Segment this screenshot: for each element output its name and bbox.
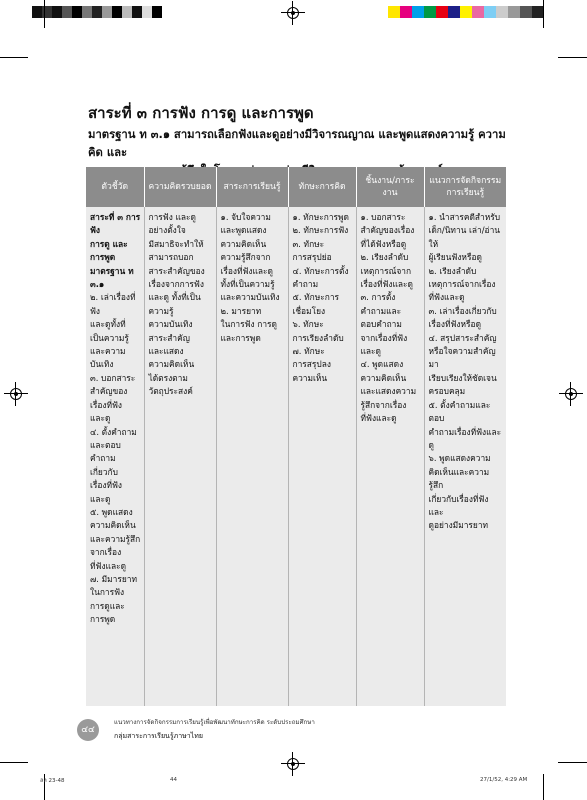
cell-line: เด็ก/นิทาน เล่า/อ่านให้ [428, 225, 501, 249]
cell-line: ๓. เล่าเรื่องเกี่ยวกับ [428, 305, 497, 316]
trim-mark [543, 0, 544, 28]
cell-line: ๒. เล่าเรื่องที่ฟัง [90, 292, 136, 316]
cell-line: คำถาม [90, 453, 116, 464]
cell-line: ที่ได้ฟังหรือดู [360, 238, 407, 249]
cell-line: สาระที่ ๓ การฟัง [90, 212, 141, 236]
grayscale-bar [32, 6, 162, 18]
cell-line: ความคิดเห็น [360, 372, 407, 383]
registration-mark-left [8, 386, 24, 402]
cell-line: ในการฟัง [90, 587, 125, 598]
cell-line: ทั้งที่เป็นความรู้ [220, 279, 275, 290]
cell-line: และดู [360, 346, 381, 357]
header-content: สาระการเรียนรู้ [216, 167, 288, 207]
standard-line-1: มาตรฐาน ท ๓.๑ สามารถเลือกฟังและดูอย่างมีวิจารณญาณ และพูดแสดงความรู้ ความคิด และ [88, 128, 506, 159]
table-row [86, 207, 506, 706]
cell-line: ดูอย่างมีมารยาท [428, 520, 489, 531]
cell-line: ความคิดเห็น [90, 520, 136, 531]
cell-line: ในการฟัง การดู [220, 319, 277, 330]
cell-line: ๒. ทักษะการฟัง [292, 225, 349, 236]
cell-line: บันเทิง [90, 359, 114, 370]
cell-line: ๗. ทักษะ [292, 346, 325, 357]
cell-line: ได้ตรงตาม [148, 372, 188, 383]
registration-mark-right [563, 386, 579, 402]
cell-line: เกี่ยวกับเรื่องที่ฟังและ [428, 493, 489, 517]
cell-line: และความบันเทิง [220, 292, 280, 303]
page-number: ๔๔ [77, 719, 99, 741]
cell-line: เรื่องที่ฟัง [90, 399, 123, 410]
registration-mark-bottom [285, 756, 301, 772]
cell-line: สาระสำคัญของ [148, 265, 205, 276]
cell-line: และความ [90, 346, 126, 357]
cell-task [356, 207, 424, 706]
cell-line: ๗. มีมารยาท [90, 573, 137, 584]
footer-book-title: แนวทางการจัดกิจกรรมการเรียนรู้เพื่อพัฒนาทักษะการคิด ระดับประถมศึกษา [114, 719, 315, 726]
cell-line: ๒. เรียงลำดับ [360, 252, 409, 263]
cell-line: และพูดแสดง [220, 225, 267, 236]
section-title: สาระที่ ๓ การฟัง การดู และการพูด [88, 104, 314, 122]
cell-line: การดู และ [90, 238, 128, 249]
cell-line: ๔. สรุปสาระสำคัญ [428, 332, 497, 343]
cell-line: เรื่องที่ฟังและดู [220, 265, 273, 276]
cell-line: ๑. ทักษะการพูด [292, 212, 349, 222]
cell-line: ๕. พูดแสดง [90, 506, 133, 517]
header-task: ชิ้นงาน/ภาระงาน [356, 167, 424, 207]
cell-line: เหตุการณ์จาก [360, 265, 412, 276]
cell-line: ครอบคลุม [428, 386, 466, 397]
cell-line: และแสดงความ [360, 386, 417, 397]
cell-line: ๖. ทักษะ [292, 319, 324, 330]
cell-line: ที่ฟังและดู [428, 292, 465, 303]
header-activity: แนวการจัดกิจกรรมการเรียนรู้ [424, 167, 506, 207]
cell-line: การพูด [90, 252, 116, 263]
header-concept: ความคิดรวบยอด [144, 167, 216, 207]
trim-mark [0, 762, 28, 763]
cell-line: มาตรฐาน ท ๓.๑ [90, 265, 134, 290]
cell-line: เชื่อมโยง [292, 305, 326, 316]
cell-line: ๓. ทักษะ [292, 238, 325, 249]
cell-line: และดู [90, 493, 111, 504]
cell-line: การสรุปย่อ [292, 252, 332, 263]
cell-line: และดู ทั้งที่เป็น [148, 292, 201, 303]
cell-line: เป็นความรู้ [90, 332, 129, 343]
cell-line: ๔. ตั้งคำถาม [90, 426, 137, 437]
cell-line: รู้สึกจากเรื่อง [360, 399, 407, 410]
cell-line: สาระสำคัญ [148, 332, 190, 343]
cell-line: และดูทั้งที่ [90, 319, 126, 330]
cell-line: จากเรื่อง [90, 547, 122, 558]
cell-line: เรื่องที่ฟัง [90, 480, 123, 491]
trim-mark [0, 57, 28, 58]
registration-mark-top [285, 5, 301, 21]
cell-line: ๔. ทักษะการตั้ง [292, 265, 349, 276]
cell-line: ๕. ตั้งคำถามและตอบ [428, 399, 491, 424]
cell-line: คำถามเรื่องที่ฟังและดู [428, 426, 502, 450]
cell-line: สามารถบอก [148, 252, 194, 263]
cell-line: สำคัญของเรื่อง [360, 225, 415, 236]
curriculum-table [86, 167, 506, 706]
cell-line: ๑. นำสารคดีสำหรับ [428, 212, 501, 222]
cell-line: การสรุปลง [292, 359, 331, 370]
cell-line: คำถามและ [360, 305, 402, 316]
cell-line: การดูและ [90, 600, 125, 611]
cell-line: คิดเห็นและความรู้สึก [428, 466, 490, 491]
cell-content [216, 207, 288, 706]
cell-indicator [86, 207, 144, 706]
cell-line: ที่ฟังและดู [90, 560, 127, 571]
cell-line: ที่ฟังและดู [360, 413, 397, 424]
cell-line: ๓. การตั้ง [360, 292, 396, 303]
trim-mark [543, 774, 544, 800]
cell-line: ตอบคำถาม [360, 319, 402, 330]
cell-line: ความบันเทิง [148, 319, 193, 330]
trim-mark [558, 762, 587, 763]
cell-line: มีสมาธิจะทำให้ [148, 238, 204, 249]
slug-page: 44 [170, 777, 177, 783]
cell-line: การฟัง และดู [148, 212, 196, 222]
cell-line: ๖. พูดแสดงความ [428, 453, 491, 464]
cell-line: ๒. เรียงลำดับ [428, 265, 477, 276]
cell-line: ๒. มารยาท [220, 305, 262, 316]
table-header-row [86, 167, 506, 207]
trim-mark [44, 0, 45, 28]
cell-line: การเรียงลำดับ [292, 332, 344, 343]
cell-line: เกี่ยวกับ [90, 466, 118, 477]
cell-line: ความเห็น [292, 372, 328, 383]
cell-line: วัตถุประสงค์ [148, 386, 193, 397]
cell-line: และตอบ [90, 439, 121, 450]
color-bar [388, 6, 544, 18]
header-indicator: ตัวชี้วัด [86, 167, 144, 207]
footer-subject: กลุ่มสาระการเรียนรู้ภาษาไทย [114, 732, 203, 740]
cell-line: ๑. บอกสาระ [360, 212, 406, 222]
trim-mark [558, 57, 587, 58]
cell-line: การพูด [90, 614, 116, 625]
cell-concept [144, 207, 216, 706]
cell-line: ความรู้สึกจาก [220, 252, 271, 263]
cell-line: จากเรื่องที่ฟัง [360, 332, 408, 343]
cell-line: ๓. บอกสาระ [90, 372, 136, 383]
slug-file-name: ลล 23-48 [40, 778, 65, 784]
cell-activity [424, 207, 506, 706]
cell-line: และดู [90, 413, 111, 424]
cell-line: และความรู้สึก [90, 533, 141, 544]
cell-line: ผู้เรียนฟังหรือดู [428, 252, 482, 263]
cell-line: ๔. พูดแสดง [360, 359, 404, 370]
cell-line: และแสดง [148, 346, 184, 357]
cell-line: ความรู้ [148, 305, 174, 316]
cell-thinking-skill [288, 207, 356, 706]
cell-line: เรื่องที่ฟังและดู [360, 279, 413, 290]
cell-line: เหตุการณ์จากเรื่อง [428, 279, 496, 290]
header-thinking-skill: ทักษะการคิด [288, 167, 356, 207]
cell-line: คำถาม [292, 279, 319, 290]
cell-line: และการพูด [220, 332, 261, 343]
cell-line: ความคิดเห็น [220, 238, 267, 249]
cell-line: สำคัญของ [90, 386, 128, 397]
cell-line: ๑. จับใจความ [220, 212, 271, 222]
cell-line: หรือใจความสำคัญมา [428, 346, 496, 370]
cell-line: ความคิดเห็น [148, 359, 195, 370]
cell-line: เรื่องจากการฟัง [148, 279, 204, 290]
cell-line: ๕. ทักษะการ [292, 292, 340, 303]
slug-timestamp: 27/1/52, 4:29 AM [480, 777, 528, 783]
cell-line: เรียบเรียงให้ชัดเจน [428, 372, 497, 383]
cell-line: เรื่องที่ฟังหรือดู [428, 319, 482, 330]
cell-line: อย่างตั้งใจ [148, 225, 186, 236]
